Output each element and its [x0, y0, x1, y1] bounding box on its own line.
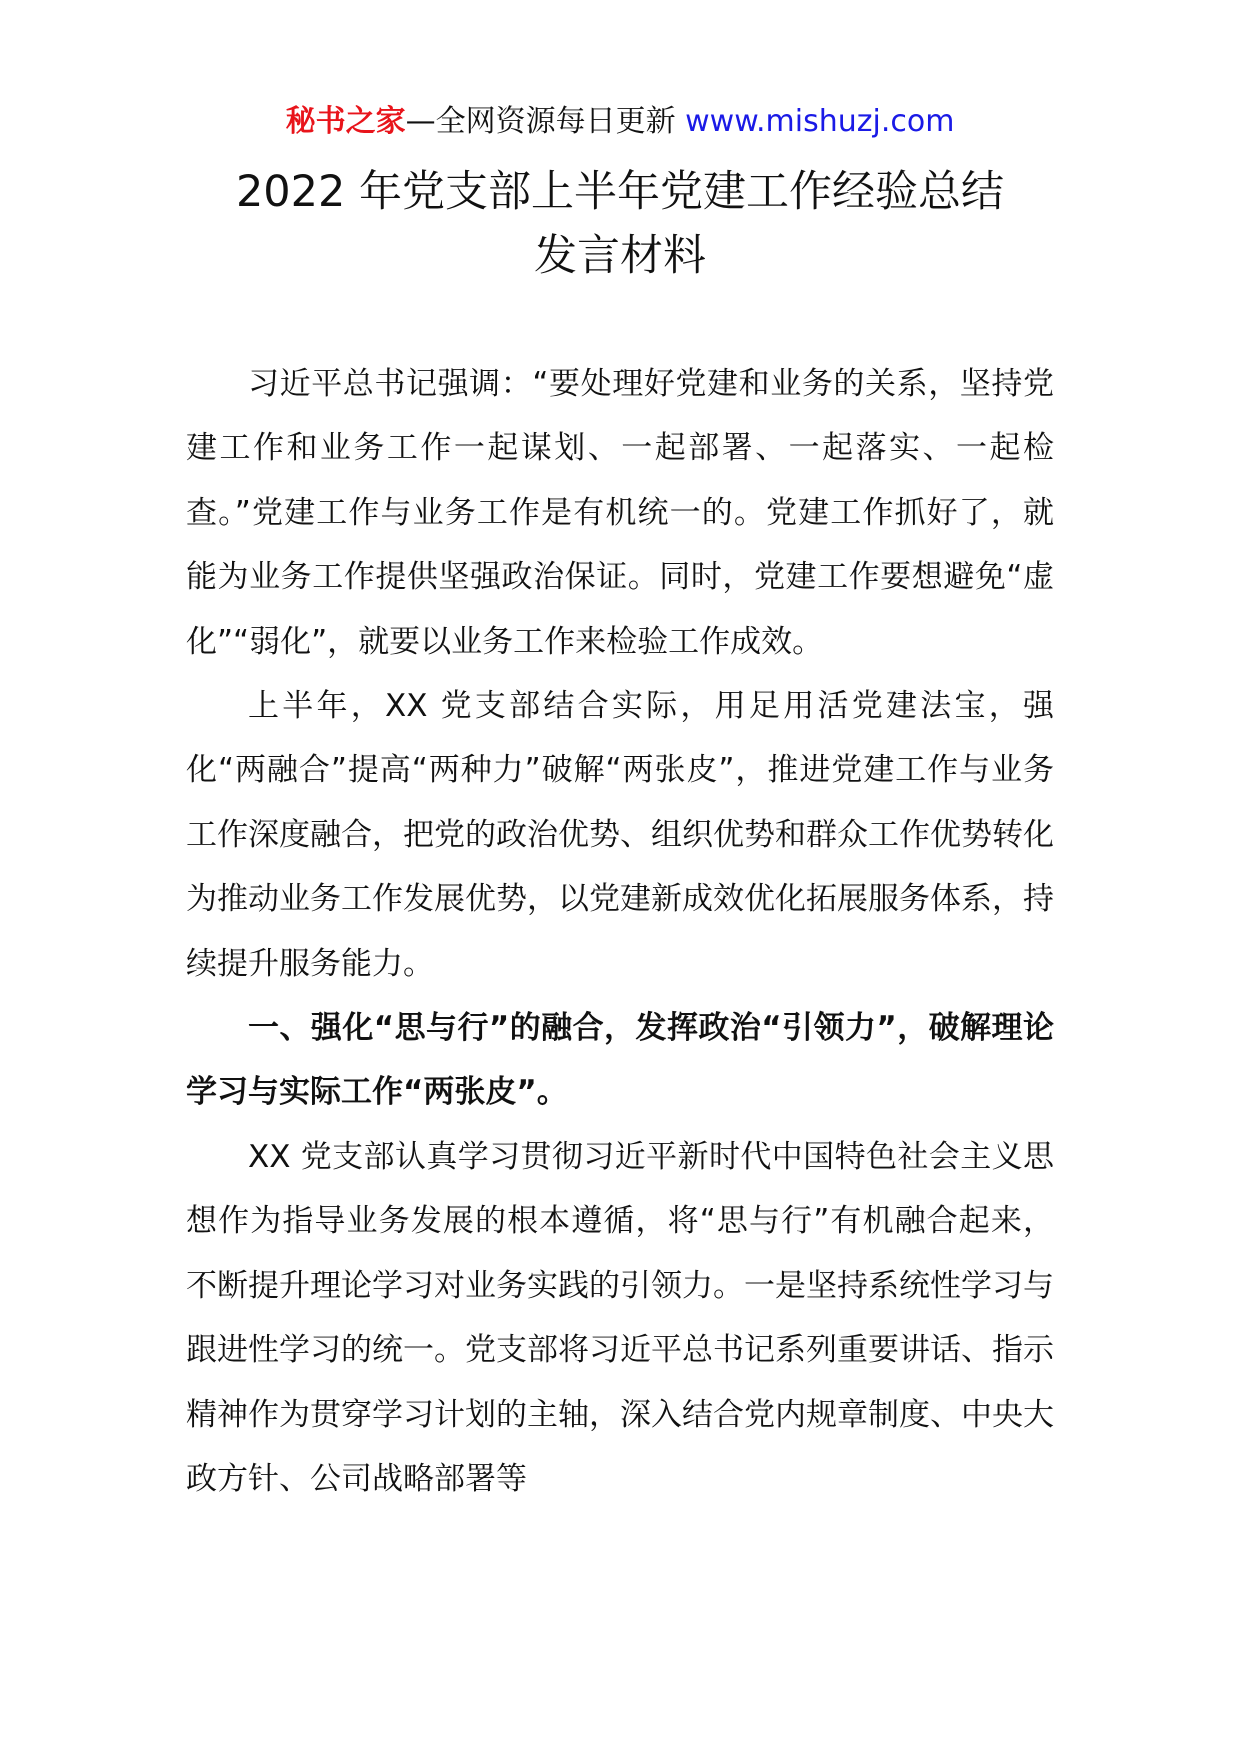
brand-name: 秘书之家	[285, 104, 406, 139]
paragraph-first-half-summary: 上半年，XX 党支部结合实际，用足用活党建法宝，强化“两融合”提高“两种力”破解“两张皮”，推进党建工作与业务工作深度融合，把党的政治优势、组织优势和群众工作优势转化为推动业务工作发展优势，以党建新成效优化拓展服务体系，持续提升服务能力。	[186, 688, 1054, 982]
site-tagline: —全网资源每日更新	[405, 104, 686, 139]
site-header	[0, 100, 1240, 144]
document-title-line-2: 发言材料	[534, 231, 706, 281]
document-body	[186, 352, 1054, 1511]
section-heading-1: 一、强化“思与行”的融合，发挥政治“引领力”，破解理论学习与实际工作“两张皮”。	[186, 1010, 1054, 1111]
paragraph-intro-quote: 习近平总书记强调：“要处理好党建和业务的关系，坚持党建工作和业务工作一起谋划、一起部署、一起落实、一起检查。”党建工作与业务工作是有机统一的。党建工作抓好了，就能为业务工作提供坚强政治保证。同时，党建工作要想避免“虚化”“弱化”，就要以业务工作来检验工作成效。	[186, 366, 1054, 660]
document-title-line-1: 2022 年党支部上半年党建工作经验总结	[235, 167, 1005, 217]
paragraph-section-1-body: XX 党支部认真学习贯彻习近平新时代中国特色社会主义思想作为指导业务发展的根本遵循，将“思与行”有机融合起来，不断提升理论学习对业务实践的引领力。一是坚持系统性学习与跟进性学习的统一。党支部将习近平总书记系列重要讲话、指示精神作为贯穿学习计划的主轴，深入结合党内规章制度、中央大政方针、公司战略部署等	[186, 1138, 1054, 1497]
site-url-link[interactable]: www.mishuzj.com	[685, 104, 955, 139]
document-title	[0, 160, 1240, 288]
